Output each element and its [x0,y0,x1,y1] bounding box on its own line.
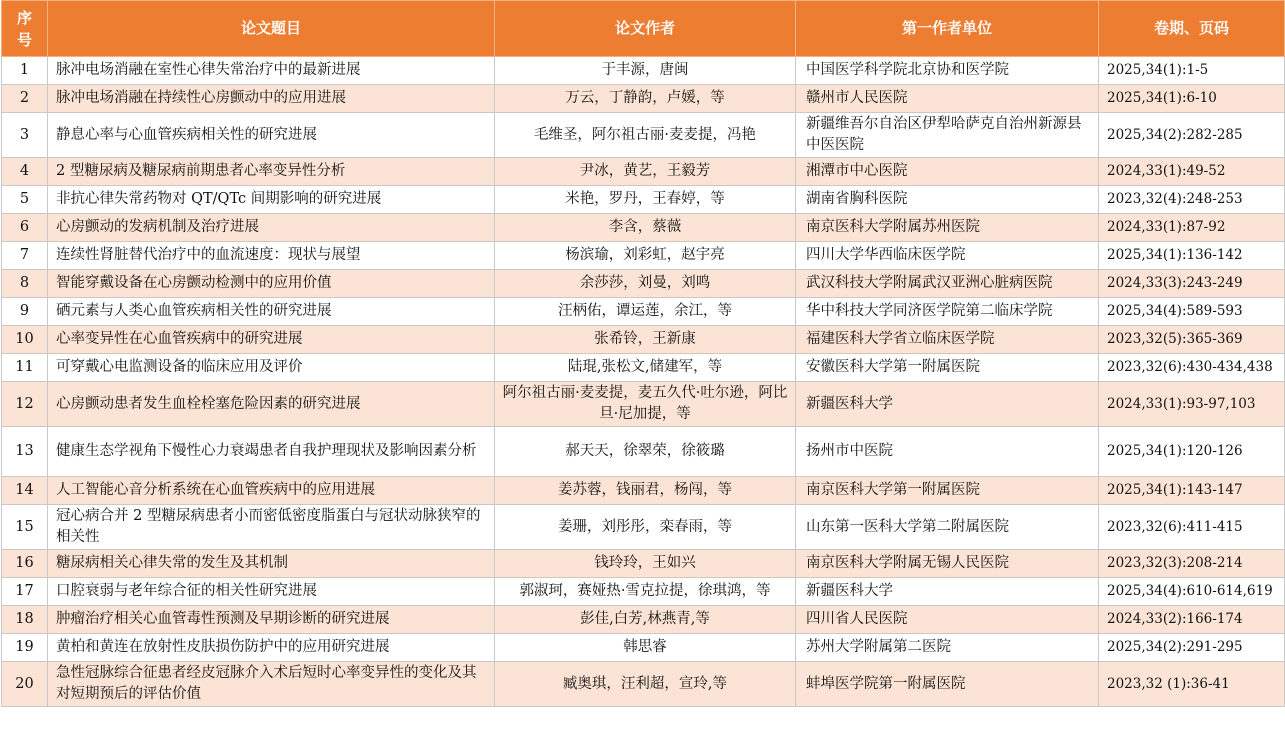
cell-author: 汪柄佑，谭运莲，余江，等 [495,298,796,326]
cell-no: 19 [2,634,48,662]
paper-table [1,0,1285,707]
cell-title: 可穿戴心电监测设备的临床应用及评价 [48,354,495,382]
cell-unit: 赣州市人民医院 [796,85,1099,113]
header-vol: 卷期、页码 [1099,1,1285,57]
cell-vol: 2025,34(4):610-614,619 [1099,578,1285,606]
cell-vol: 2024,33(1):87-92 [1099,214,1285,242]
cell-unit: 新疆医科大学 [796,382,1099,427]
cell-title: 口腔衰弱与老年综合征的相关性研究进展 [48,578,495,606]
cell-unit: 四川省人民医院 [796,606,1099,634]
table-row [2,427,1285,477]
cell-title: 心房颤动的发病机制及治疗进展 [48,214,495,242]
cell-vol: 2025,34(4):589-593 [1099,298,1285,326]
cell-author: 钱玲玲，王如兴 [495,550,796,578]
cell-author: 阿尔祖古丽·麦麦提，麦五久代·吐尔逊，阿比旦·尼加提，等 [495,382,796,427]
cell-no: 9 [2,298,48,326]
cell-title: 糖尿病相关心律失常的发生及其机制 [48,550,495,578]
cell-title: 急性冠脉综合征患者经皮冠脉介入术后短时心率变异性的变化及其对短期预后的评估价值 [48,662,495,707]
cell-unit: 南京医科大学第一附属医院 [796,477,1099,505]
table-row [2,662,1285,707]
cell-no: 8 [2,270,48,298]
cell-no: 13 [2,427,48,477]
header-no: 序号 [2,1,48,57]
cell-title: 健康生态学视角下慢性心力衰竭患者自我护理现状及影响因素分析 [48,427,495,477]
cell-title: 心房颤动患者发生血栓栓塞危险因素的研究进展 [48,382,495,427]
table-row [2,326,1285,354]
cell-unit: 福建医科大学省立临床医学院 [796,326,1099,354]
cell-title: 静息心率与心血管疾病相关性的研究进展 [48,113,495,158]
table-row [2,354,1285,382]
cell-unit: 湖南省胸科医院 [796,186,1099,214]
cell-unit: 扬州市中医院 [796,427,1099,477]
cell-no: 10 [2,326,48,354]
cell-title: 肿瘤治疗相关心血管毒性预测及早期诊断的研究进展 [48,606,495,634]
cell-unit: 新疆医科大学 [796,578,1099,606]
cell-title: 非抗心律失常药物对 QT/QTc 间期影响的研究进展 [48,186,495,214]
cell-title: 心率变异性在心血管疾病中的研究进展 [48,326,495,354]
cell-author: 陆琨,张松文,储建军，等 [495,354,796,382]
cell-vol: 2024,33(3):243-249 [1099,270,1285,298]
cell-unit: 华中科技大学同济医学院第二临床学院 [796,298,1099,326]
cell-author: 米艳，罗丹，王春婷，等 [495,186,796,214]
cell-no: 3 [2,113,48,158]
cell-vol: 2025,34(2):282-285 [1099,113,1285,158]
table-row [2,158,1285,186]
cell-unit: 中国医学科学院北京协和医学院 [796,57,1099,85]
table-row [2,113,1285,158]
cell-unit: 四川大学华西临床医学院 [796,242,1099,270]
table-row [2,505,1285,550]
cell-author: 郝天天，徐翠荣，徐筱璐 [495,427,796,477]
header-author: 论文作者 [495,1,796,57]
table-row [2,85,1285,113]
cell-vol: 2023,32(6):430-434,438 [1099,354,1285,382]
cell-title: 冠心病合并 2 型糖尿病患者小而密低密度脂蛋白与冠状动脉狭窄的相关性 [48,505,495,550]
cell-unit: 新疆维吾尔自治区伊犁哈萨克自治州新源县中医医院 [796,113,1099,158]
cell-unit: 湘潭市中心医院 [796,158,1099,186]
cell-vol: 2025,34(1):1-5 [1099,57,1285,85]
cell-author: 臧奥琪，汪利超，宣玲,等 [495,662,796,707]
cell-author: 姜苏蓉，钱丽君，杨闯，等 [495,477,796,505]
cell-no: 12 [2,382,48,427]
cell-unit: 南京医科大学附属苏州医院 [796,214,1099,242]
cell-author: 张希铃，王新康 [495,326,796,354]
cell-no: 20 [2,662,48,707]
cell-no: 16 [2,550,48,578]
cell-title: 脉冲电场消融在持续性心房颤动中的应用进展 [48,85,495,113]
cell-author: 杨滨瑜，刘彩虹，赵宇亮 [495,242,796,270]
table-row [2,578,1285,606]
cell-no: 18 [2,606,48,634]
cell-author: 于丰源，唐闽 [495,57,796,85]
cell-vol: 2024,33(1):93-97,103 [1099,382,1285,427]
table-row [2,57,1285,85]
header-title: 论文题目 [48,1,495,57]
cell-no: 6 [2,214,48,242]
table-row [2,270,1285,298]
cell-vol: 2025,34(2):291-295 [1099,634,1285,662]
cell-vol: 2024,33(1):49-52 [1099,158,1285,186]
cell-no: 2 [2,85,48,113]
header-unit: 第一作者单位 [796,1,1099,57]
cell-title: 黄柏和黄连在放射性皮肤损伤防护中的应用研究进展 [48,634,495,662]
cell-author: 毛维圣，阿尔祖古丽·麦麦提，冯艳 [495,113,796,158]
cell-vol: 2023,32(4):248-253 [1099,186,1285,214]
table-row [2,382,1285,427]
cell-vol: 2025,34(1):6-10 [1099,85,1285,113]
cell-vol: 2025,34(1):136-142 [1099,242,1285,270]
table-row [2,634,1285,662]
table-row [2,298,1285,326]
cell-vol: 2023,32(3):208-214 [1099,550,1285,578]
cell-vol: 2025,34(1):143-147 [1099,477,1285,505]
cell-vol: 2025,34(1):120-126 [1099,427,1285,477]
cell-vol: 2023,32(5):365-369 [1099,326,1285,354]
cell-author: 彭佳,白芳,林燕青,等 [495,606,796,634]
cell-author: 姜珊，刘彤彤，栾春雨，等 [495,505,796,550]
cell-title: 智能穿戴设备在心房颤动检测中的应用价值 [48,270,495,298]
table-row [2,242,1285,270]
cell-no: 15 [2,505,48,550]
cell-unit: 蚌埠医学院第一附属医院 [796,662,1099,707]
cell-vol: 2024,33(2):166-174 [1099,606,1285,634]
cell-title: 脉冲电场消融在室性心律失常治疗中的最新进展 [48,57,495,85]
table-row [2,606,1285,634]
cell-unit: 山东第一医科大学第二附属医院 [796,505,1099,550]
cell-unit: 苏州大学附属第二医院 [796,634,1099,662]
cell-author: 郭淑珂，赛娅热·雪克拉提，徐琪鸿，等 [495,578,796,606]
cell-no: 11 [2,354,48,382]
cell-unit: 武汉科技大学附属武汉亚洲心脏病医院 [796,270,1099,298]
cell-title: 2 型糖尿病及糖尿病前期患者心率变异性分析 [48,158,495,186]
cell-author: 余莎莎，刘曼，刘鸣 [495,270,796,298]
cell-author: 万云，丁静韵，卢媛，等 [495,85,796,113]
cell-no: 5 [2,186,48,214]
cell-vol: 2023,32 (1):36-41 [1099,662,1285,707]
cell-unit: 安徽医科大学第一附属医院 [796,354,1099,382]
cell-title: 硒元素与人类心血管疾病相关性的研究进展 [48,298,495,326]
cell-author: 李含，蔡薇 [495,214,796,242]
cell-vol: 2023,32(6):411-415 [1099,505,1285,550]
table-row [2,214,1285,242]
cell-title: 人工智能心音分析系统在心血管疾病中的应用进展 [48,477,495,505]
table-row [2,550,1285,578]
cell-no: 1 [2,57,48,85]
cell-unit: 南京医科大学附属无锡人民医院 [796,550,1099,578]
header-row [2,1,1285,57]
table-row [2,186,1285,214]
cell-no: 7 [2,242,48,270]
cell-no: 14 [2,477,48,505]
table-body [2,57,1285,707]
cell-no: 17 [2,578,48,606]
cell-author: 尹冰，黄艺，王毅芳 [495,158,796,186]
cell-author: 韩思睿 [495,634,796,662]
cell-title: 连续性肾脏替代治疗中的血流速度：现状与展望 [48,242,495,270]
table-row [2,477,1285,505]
cell-no: 4 [2,158,48,186]
